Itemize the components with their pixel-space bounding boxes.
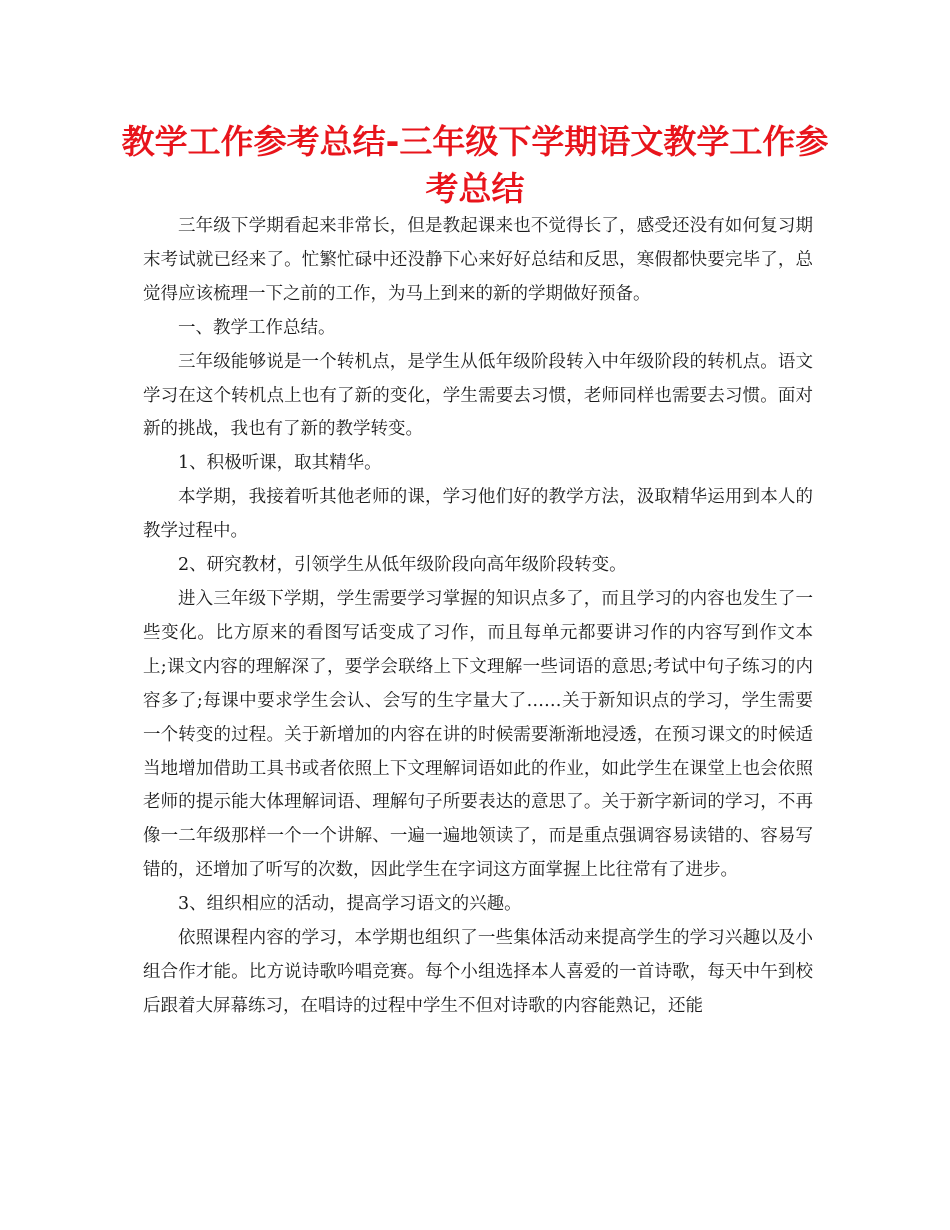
paragraph-attend-lessons: 本学期，我接着听其他老师的课，学习他们好的教学方法，汲取精华运用到本人的教学过程中。: [143, 487, 813, 542]
paragraph-turning-point: 三年级能够说是一个转机点，是学生从低年级阶段转入中年级阶段的转机点。语文学习在这个转机点上也有了新的变化，学生需要去习惯，老师同样也需要去习惯。面对新的挑战，我也有了新的教学转变。: [143, 351, 813, 440]
paragraph-study-textbook: 进入三年级下学期，学生需要学习掌握的知识点多了，而且学习的内容也发生了一些变化。比方原来的看图写话变成了习作，而且每单元都要讲习作的内容写到作文本上;课文内容的理解深了，要学会联络上下文理解一些词语的意思;考试中句子练习的内容多了;每课中要求学生会认、会写的生字量大了……关于新知识点的学习，学生需要一个转变的过程。关于新增加的内容在讲的时候需要渐渐地浸透，在预习课文的时候适当地增加借助工具书或者依照上下文理解词语如此的作业，如此学生在课堂上也会依照老师的提示能大体理解词语、理解句子所要表达的意思了。关于新字新词的学习，不再像一二年级那样一个一个讲解、一遍一遍地领读了，而是重点强调容易读错的、容易写错的，还增加了听写的次数，因此学生在字词这方面掌握上比往常有了进步。: [143, 588, 813, 881]
document-body: [143, 210, 813, 1024]
subheading-organize-activities: 3、组织相应的活动，提高学习语文的兴趣。: [178, 894, 522, 915]
subheading-study-textbook: 2、研究教材，引领学生从低年级阶段向高年级阶段转变。: [178, 555, 627, 576]
section-heading-teaching-summary: 一、教学工作总结。: [178, 317, 336, 338]
paragraph-intro: 三年级下学期看起来非常长，但是教起课来也不觉得长了，感受还没有如何复习期末考试就已经来了。忙繁忙碌中还没静下心来好好总结和反思，寒假都快要完毕了，总觉得应该梳理一下之前的工作，为马上到来的新的学期做好预备。: [143, 216, 813, 304]
document-title: 教学工作参考总结-三年级下学期语文教学工作参考总结: [121, 122, 829, 208]
paragraph-organize-activities: 依照课程内容的学习，本学期也组织了一些集体活动来提高学生的学习兴趣以及小组合作才能。比方说诗歌吟唱竞赛。每个小组选择本人喜爱的一首诗歌，每天中午到校后跟着大屏幕练习，在唱诗的过程中学生不但对诗歌的内容能熟记，还能: [143, 928, 813, 1016]
subheading-attend-lessons: 1、积极听课，取其精华。: [178, 453, 382, 474]
